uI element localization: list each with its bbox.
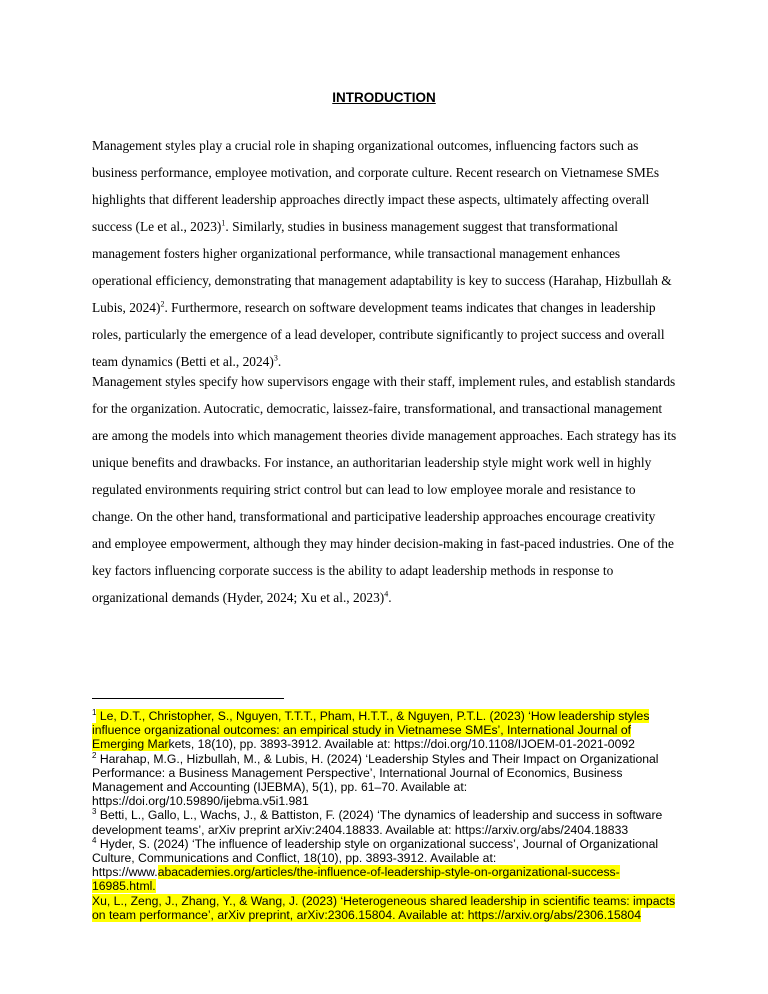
highlighted-text: abacademies.org/articles/the-influence-of-leadership-style-on-organizational-success-16985.html. xyxy=(92,865,620,894)
footnote-ref-3[interactable]: 3 xyxy=(273,353,278,363)
footnote-number: 2 xyxy=(92,750,97,760)
footnote-separator xyxy=(92,698,284,699)
footnote-text: Hyder, S. (2024) ‘The influence of leadership style on organizational success’, Journal of Organizational Culture, Communications and Conflict, 18(10), pp. 3893-3912. Available at: https://www. xyxy=(92,836,659,880)
footnote-number: 3 xyxy=(92,807,97,817)
highlighted-text: Le, D.T., Christopher, S., Nguyen, T.T.T., Pham, H.T.T., & Nguyen, P.T.L. (2023) ‘How leadership styles influence organizational outcomes: an empirical study in Vietnamese SMEs’, International Journal of Emerging Mar xyxy=(92,709,650,752)
highlighted-text: Xu, L., Zeng, J., Zhang, Y., & Wang, J. (2023) ‘Heterogeneous shared leadership in scientific teams: impacts on team performance’, arXiv preprint, arXiv:2306.15804. Available at: https://arxiv.org/abs/2306.15804 xyxy=(92,893,676,922)
footnote-number: 4 xyxy=(92,835,97,845)
footnote-2 xyxy=(92,752,682,809)
paragraph-2-text: Management styles specify how supervisors engage with their staff, implement rules, and establish standards for the organization. Autocratic, democratic, laissez-faire, transformational, and transactional management are among the models into which management theories divide management approaches. Each strategy has its unique benefits and drawbacks. For instance, an authoritarian leadership style might work well in highly regulated environments requiring strict control but can lead to low employee morale and resistance to change. On the other hand, transformational and participative leadership approaches encourage creativity and employee empowerment, although they may hinder decision-making in fast-paced industries. One of the key factors influencing corporate success is the ability to adapt leadership methods in response to organizational demands (Hyder, 2024; Xu et al., 2023) xyxy=(92,374,677,605)
footnote-ref-1[interactable]: 1 xyxy=(221,218,226,228)
footnote-4 xyxy=(92,837,682,894)
paragraph-1-text: . xyxy=(277,354,282,369)
paragraph-2-text: . xyxy=(388,590,392,605)
footnote-number: 1 xyxy=(92,707,97,717)
footnote-text: Betti, L., Gallo, L., Wachs, J., & Battiston, F. (2024) ‘The dynamics of leadership and success in software development teams’, arXiv preprint arXiv:2404.18833. Available at: https://arxiv.org/abs/2404.18833 xyxy=(92,808,663,837)
footnote-extra-reference xyxy=(92,894,682,922)
paragraph-1 xyxy=(92,132,677,375)
footnote-ref-4[interactable]: 4 xyxy=(384,589,389,599)
footnote-text: kets, 18(10), pp. 3893-3912. Available at: https://doi.org/10.1108/IJOEM-01-2021-0092 xyxy=(168,737,635,752)
section-heading: INTRODUCTION xyxy=(332,90,436,105)
footnote-3 xyxy=(92,808,682,836)
paragraph-1-text: . Similarly, studies in business management suggest that transformational management fosters higher organizational performance, while transactional management enhances operational efficiency, demonstrating that management adaptability is key to success (Harahap, Hizbullah & Lubis, 2024) xyxy=(92,219,672,315)
paragraph-1-text: Management styles play a crucial role in shaping organizational outcomes, influencing factors such as business performance, employee motivation, and corporate culture. Recent research on Vietnamese SMEs highlights that different leadership approaches directly impact these aspects, ultimately affecting overall success (Le et al., 2023) xyxy=(92,138,660,234)
footnote-ref-2[interactable]: 2 xyxy=(160,299,165,309)
paragraph-1-text: . Furthermore, research on software development teams indicates that changes in leadership roles, particularly the emergence of a lead developer, contribute significantly to project success and overall team dynamics (Betti et al., 2024) xyxy=(92,300,665,369)
paragraph-2 xyxy=(92,368,677,611)
footnotes-section xyxy=(92,709,682,922)
footnote-text: Harahap, M.G., Hizbullah, M., & Lubis, H. (2024) ‘Leadership Styles and Their Impact on Organizational Performance: a Business Management Perspective’, International Journal of Economics, Business Management and Accounting (IJEBMA), 5(1), pp. 61–70. Available at: https://doi.org/10.59890/ijebma.v5i1.981 xyxy=(92,751,659,809)
footnote-1 xyxy=(92,709,682,752)
